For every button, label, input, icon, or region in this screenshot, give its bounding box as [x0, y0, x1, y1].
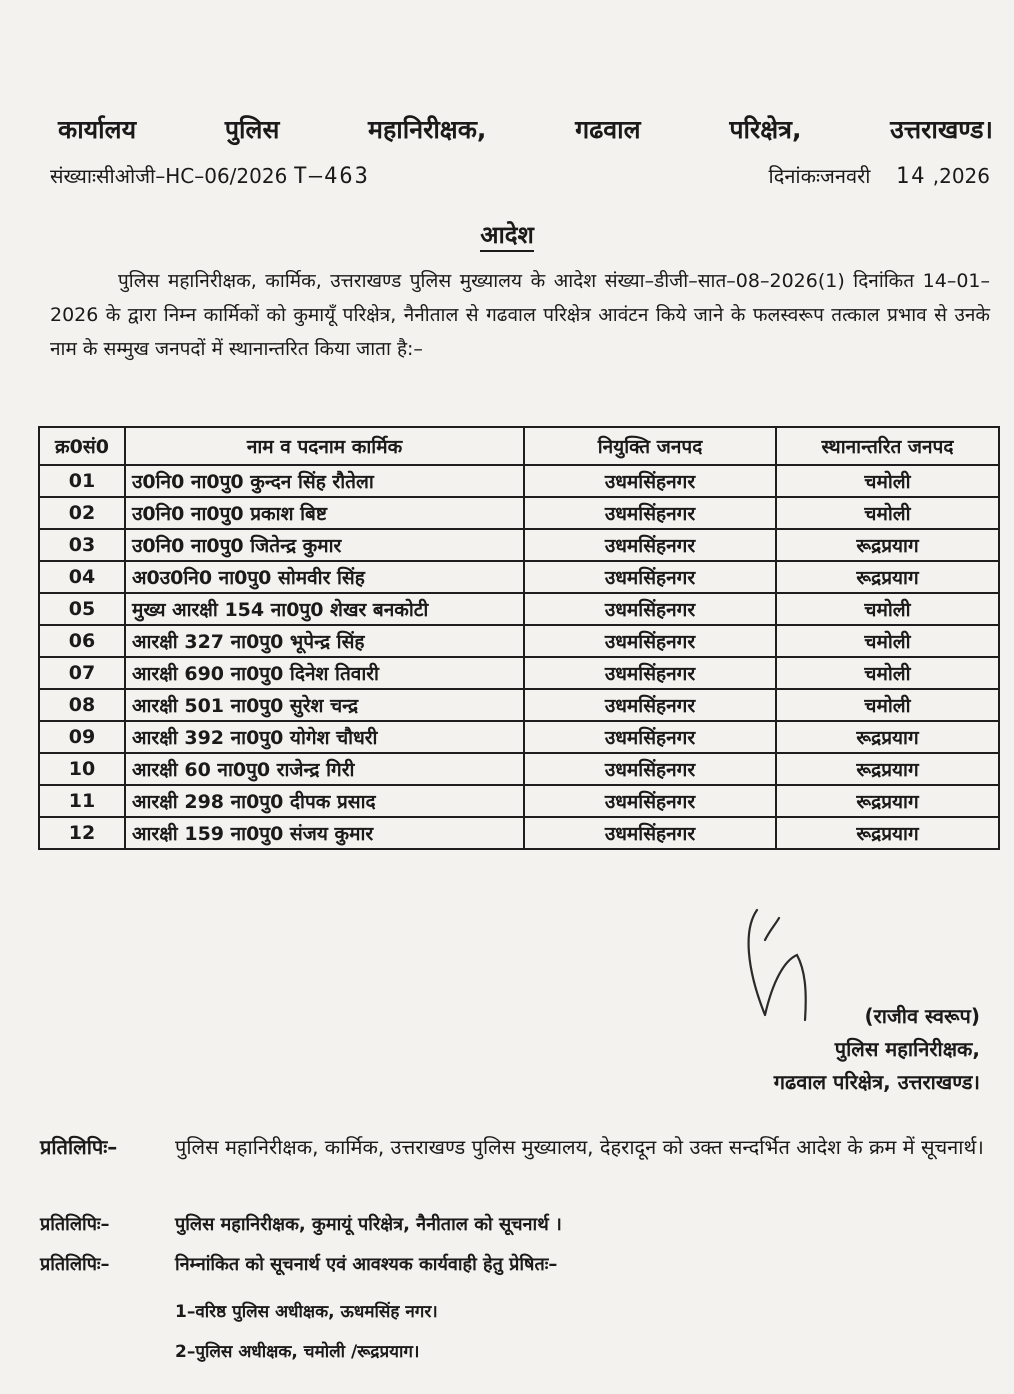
- copy-text: निम्नांकित को सूचनार्थ एवं आवश्यक कार्यवाही हेतु प्रेषितः–: [175, 1254, 558, 1275]
- signatory-name: (राजीव स्वरूप): [864, 1004, 980, 1028]
- posted-district-cell: उधमसिंहनगर: [524, 497, 776, 529]
- serial-cell: 12: [39, 817, 125, 849]
- copy-to-2: [40, 1212, 990, 1236]
- serial-cell: 06: [39, 625, 125, 657]
- table-row: [39, 817, 999, 849]
- table-row: [39, 657, 999, 689]
- name-cell: आरक्षी 327 ना0पु0 भूपेन्द्र सिंह: [125, 625, 524, 657]
- table-row: [39, 497, 999, 529]
- posted-district-cell: उधमसिंहनगर: [524, 785, 776, 817]
- posted-district-cell: उधमसिंहनगर: [524, 465, 776, 497]
- date-label: दिनांकःजनवरी: [768, 164, 871, 188]
- posted-district-cell: उधमसिंहनगर: [524, 625, 776, 657]
- serial-cell: 08: [39, 689, 125, 721]
- transferred-district-cell: रूद्रप्रयाग: [776, 753, 999, 785]
- date-day: 14: [895, 164, 927, 189]
- name-cell: आरक्षी 690 ना0पु0 दिनेश तिवारी: [125, 657, 524, 689]
- col-header-transferred-district: स्थानान्तरित जनपद: [776, 427, 999, 465]
- posted-district-cell: उधमसिंहनगर: [524, 561, 776, 593]
- copy-to-1: [40, 1130, 990, 1164]
- transferred-district-cell: चमोली: [776, 657, 999, 689]
- posted-district-cell: उधमसिंहनगर: [524, 593, 776, 625]
- transferred-district-cell: चमोली: [776, 689, 999, 721]
- serial-cell: 03: [39, 529, 125, 561]
- posted-district-cell: उधमसिंहनगर: [524, 721, 776, 753]
- recipient-item: 2–पुलिस अधीक्षक, चमोली /रूद्रप्रयाग।: [175, 1342, 420, 1362]
- transferred-district-cell: चमोली: [776, 625, 999, 657]
- name-cell: उ0नि0 ना0पु0 प्रकाश बिष्ट: [125, 497, 524, 529]
- transferred-district-cell: चमोली: [776, 497, 999, 529]
- order-title-text: आदेश: [480, 221, 534, 252]
- name-cell: आरक्षी 159 ना0पु0 संजय कुमार: [125, 817, 524, 849]
- name-cell: आरक्षी 392 ना0पु0 योगेश चौधरी: [125, 721, 524, 753]
- serial-cell: 02: [39, 497, 125, 529]
- serial-cell: 11: [39, 785, 125, 817]
- order-title: [0, 218, 1014, 251]
- recipient-list: [175, 1292, 438, 1372]
- name-cell: आरक्षी 60 ना0पु0 राजेन्द्र गिरी: [125, 753, 524, 785]
- col-header-serial: क्र0सं0: [39, 427, 125, 465]
- posted-district-cell: उधमसिंहनगर: [524, 529, 776, 561]
- name-cell: उ0नि0 ना0पु0 जितेन्द्र कुमार: [125, 529, 524, 561]
- copy-to-3: [40, 1252, 990, 1276]
- name-cell: आरक्षी 501 ना0पु0 सुरेश चन्द्र: [125, 689, 524, 721]
- order-date: [769, 162, 990, 189]
- table-body: [39, 465, 999, 849]
- header-word: परिक्षेत्र,: [729, 115, 802, 144]
- posted-district-cell: उधमसिंहनगर: [524, 817, 776, 849]
- recipient-item: 1–वरिष्ठ पुलिस अधीक्षक, ऊधमसिंह नगर।: [175, 1302, 438, 1322]
- serial-cell: 10: [39, 753, 125, 785]
- table-row: [39, 753, 999, 785]
- transferred-district-cell: चमोली: [776, 465, 999, 497]
- header-word: कार्यालय: [58, 115, 137, 144]
- serial-cell: 09: [39, 721, 125, 753]
- table-row: [39, 785, 999, 817]
- copy-text: पुलिस महानिरीक्षक, कार्मिक, उत्तराखण्ड पुलिस मुख्यालय, देहरादून को उक्त सन्दर्भित आदेश के क्रम में सूचनार्थ।: [175, 1135, 984, 1159]
- signatory-designation: पुलिस महानिरीक्षक,: [834, 1037, 980, 1061]
- signatory-office: गढवाल परिक्षेत्र, उत्तराखण्ड।: [773, 1070, 980, 1094]
- transferred-district-cell: रूद्रप्रयाग: [776, 785, 999, 817]
- date-year: ,2026: [932, 164, 990, 188]
- col-header-posted-district: नियुक्ति जनपद: [524, 427, 776, 465]
- transferred-district-cell: रूद्रप्रयाग: [776, 817, 999, 849]
- reference-line: [50, 162, 990, 189]
- header-word: उत्तराखण्ड।: [890, 115, 993, 144]
- office-header: [58, 112, 993, 146]
- transferred-district-cell: रूद्रप्रयाग: [776, 561, 999, 593]
- table-row: [39, 625, 999, 657]
- copy-label: प्रतिलिपिः–: [40, 1254, 110, 1275]
- header-word: गढवाल: [575, 115, 641, 144]
- transferred-district-cell: रूद्रप्रयाग: [776, 721, 999, 753]
- transferred-district-cell: चमोली: [776, 593, 999, 625]
- serial-cell: 05: [39, 593, 125, 625]
- table-row: [39, 689, 999, 721]
- handwritten-dispatch-number: T–463: [293, 164, 370, 189]
- reference-number-label: संख्याःसीओजी–HC–06/2026: [50, 164, 288, 188]
- table-row: [39, 561, 999, 593]
- transfer-table: [38, 426, 1000, 850]
- name-cell: आरक्षी 298 ना0पु0 दीपक प्रसाद: [125, 785, 524, 817]
- copy-label: प्रतिलिपिः–: [40, 1214, 110, 1235]
- table-row: [39, 721, 999, 753]
- copy-text: पुलिस महानिरीक्षक, कुमायूं परिक्षेत्र, नैनीताल को सूचनार्थ ।: [175, 1214, 562, 1235]
- posted-district-cell: उधमसिंहनगर: [524, 689, 776, 721]
- transferred-district-cell: रूद्रप्रयाग: [776, 529, 999, 561]
- name-cell: मुख्य आरक्षी 154 ना0पु0 शेखर बनकोटी: [125, 593, 524, 625]
- copy-label: प्रतिलिपिः–: [40, 1135, 118, 1159]
- signature-block: [640, 1000, 980, 1099]
- header-word: महानिरीक्षक,: [368, 115, 487, 144]
- serial-cell: 04: [39, 561, 125, 593]
- table-row: [39, 465, 999, 497]
- serial-cell: 01: [39, 465, 125, 497]
- table-row: [39, 593, 999, 625]
- posted-district-cell: उधमसिंहनगर: [524, 753, 776, 785]
- posted-district-cell: उधमसिंहनगर: [524, 657, 776, 689]
- order-body: पुलिस महानिरीक्षक, कार्मिक, उत्तराखण्ड पुलिस मुख्यालय के आदेश संख्या–डीजी–सात–08–2026(1) दिनांकित 14–01–2026 के द्वारा निम्न कार्मिकों को कुमायूँ परिक्षेत्र, नैनीताल से गढवाल परिक्षेत्र आवंटन किये जाने के फलस्वरूप तत्काल प्रभाव से उनके नाम के सम्मुख जनपदों में स्थानान्तरित किया जाता है:–: [50, 270, 990, 360]
- name-cell: उ0नि0 ना0पु0 कुन्दन सिंह रौतेला: [125, 465, 524, 497]
- name-cell: अ0उ0नि0 ना0पु0 सोमवीर सिंह: [125, 561, 524, 593]
- table-row: [39, 529, 999, 561]
- header-word: पुलिस: [224, 115, 280, 144]
- reference-number: [50, 162, 370, 189]
- col-header-name: नाम व पदनाम कार्मिक: [125, 427, 524, 465]
- table-header-row: [39, 427, 999, 465]
- serial-cell: 07: [39, 657, 125, 689]
